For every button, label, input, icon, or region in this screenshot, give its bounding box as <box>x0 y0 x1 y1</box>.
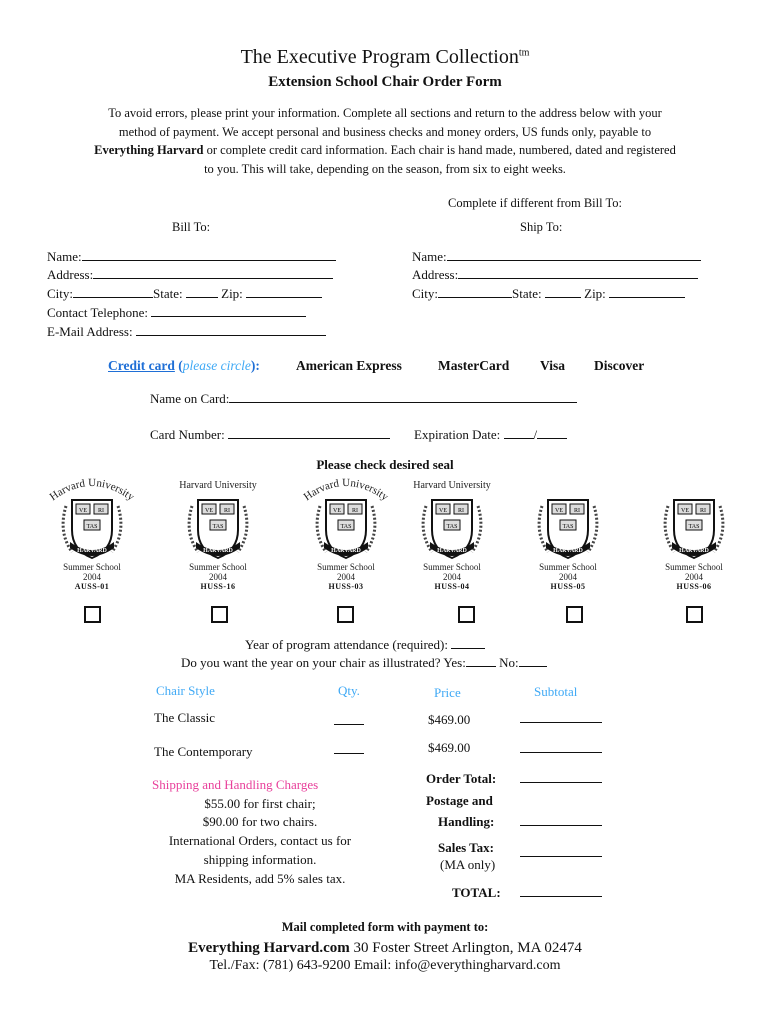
svg-text:2004: 2004 <box>685 572 703 582</box>
seal-option <box>298 472 394 602</box>
svg-text:VE: VE <box>681 508 689 514</box>
svg-text:TAS: TAS <box>86 524 98 530</box>
mail-note: Mail completed form with payment to: <box>281 920 489 934</box>
order-total-label: Order Total: <box>426 771 497 786</box>
seal-code: HUSS-05 <box>550 582 586 591</box>
postage-label-2: Handling: <box>438 814 495 829</box>
col-qty: Qty. <box>338 683 360 698</box>
svg-text:VE: VE <box>205 508 213 514</box>
credit-card-label: Credit card (please circle): <box>108 358 260 373</box>
seal-option <box>44 472 140 602</box>
expiration-field[interactable]: Expiration Date: / <box>414 426 567 443</box>
shipping-line-2: $90.00 for two chairs. <box>202 814 318 829</box>
row-contemporary-style: The Contemporary <box>154 744 253 759</box>
trademark: tm <box>518 47 530 59</box>
svg-text:2004: 2004 <box>559 572 577 582</box>
row-contemporary-qty-line[interactable] <box>334 753 364 754</box>
harvard-seal-icon <box>44 472 140 582</box>
harvard-seal-icon <box>520 472 616 582</box>
harvard-seal-icon <box>646 472 742 582</box>
svg-text:VE: VE <box>555 508 563 514</box>
svg-text:TAS: TAS <box>212 524 224 530</box>
postage-line[interactable] <box>520 825 602 826</box>
sales-tax-label: Sales Tax: <box>438 840 494 855</box>
svg-text:TAS: TAS <box>688 524 700 530</box>
svg-text:HARVARD: HARVARD <box>553 548 583 554</box>
name-on-card-field[interactable]: Name on Card: <box>150 390 577 407</box>
svg-text:VE: VE <box>79 508 87 514</box>
svg-text:TAS: TAS <box>446 524 458 530</box>
seal-checkbox[interactable] <box>84 606 101 623</box>
total-label: TOTAL: <box>452 885 501 900</box>
col-subtotal: Subtotal <box>534 684 578 699</box>
svg-text:RI: RI <box>700 508 706 514</box>
sales-tax-line[interactable] <box>520 856 602 857</box>
row-classic-style: The Classic <box>154 710 216 725</box>
seal-code: HUSS-03 <box>328 582 364 591</box>
svg-text:HARVARD: HARVARD <box>679 548 709 554</box>
bill-address-field[interactable]: Address: <box>47 266 333 283</box>
svg-text:VE: VE <box>333 508 341 514</box>
shipping-line-3: International Orders, contact us for <box>168 833 352 848</box>
row-contemporary-subtotal-line[interactable] <box>520 752 602 753</box>
shipping-line-5: MA Residents, add 5% sales tax. <box>174 871 346 886</box>
ship-address-field[interactable]: Address: <box>412 266 698 283</box>
bill-city-field[interactable]: City: State: Zip: <box>47 285 322 302</box>
year-on-chair-question[interactable]: Do you want the year on your chair as illustrated? Yes: No: <box>181 654 547 671</box>
ship-to-label: Ship To: <box>520 220 563 234</box>
svg-text:Harvard University: Harvard University <box>413 480 491 491</box>
svg-text:RI: RI <box>224 508 230 514</box>
svg-text:Summer School: Summer School <box>317 562 375 572</box>
svg-text:Summer School: Summer School <box>189 562 247 572</box>
bill-name-field[interactable]: Name: <box>47 248 336 265</box>
year-attendance-field[interactable]: Year of program attendance (required): <box>245 636 485 653</box>
intro-paragraph: To avoid errors, please print your information. Complete all sections and return to the address below with your method of payment. We accept personal and business checks and money orders, US funds only, payable to Everything Harvard or complete credit card information. Each chair is hand made, numbered, dated and registered to you. This will take, depending on the season, from six to eight weeks. <box>94 106 676 176</box>
footer-contact: Tel./Fax: (781) 643-9200 Email: info@everythingharvard.com <box>209 958 561 973</box>
shipping-line-1: $55.00 for first chair; <box>204 796 316 811</box>
svg-text:TAS: TAS <box>340 524 352 530</box>
harvard-seal-icon <box>170 472 266 582</box>
svg-text:HARVARD: HARVARD <box>77 548 107 554</box>
seal-option <box>646 472 742 602</box>
bill-email-field[interactable]: E-Mail Address: <box>47 323 326 340</box>
svg-text:RI: RI <box>458 508 464 514</box>
svg-text:2004: 2004 <box>209 572 227 582</box>
shipping-heading: Shipping and Handling Charges <box>152 777 319 792</box>
svg-text:2004: 2004 <box>83 572 101 582</box>
svg-text:2004: 2004 <box>337 572 355 582</box>
form-subtitle: Extension School Chair Order Form <box>268 74 502 90</box>
row-classic-price: $469.00 <box>428 712 471 727</box>
seal-code: HUSS-04 <box>434 582 470 591</box>
card-option-amex[interactable]: American Express <box>296 358 402 373</box>
svg-text:HARVARD: HARVARD <box>437 548 467 554</box>
svg-text:HARVARD: HARVARD <box>203 548 233 554</box>
col-chair-style: Chair Style <box>156 683 215 698</box>
card-number-field[interactable]: Card Number: <box>150 426 390 443</box>
harvard-seal-icon <box>298 472 394 582</box>
seal-code: HUSS-06 <box>676 582 712 591</box>
svg-text:Summer School: Summer School <box>539 562 597 572</box>
svg-text:RI: RI <box>98 508 104 514</box>
seal-checkbox[interactable] <box>686 606 703 623</box>
card-option-mastercard[interactable]: MasterCard <box>438 358 510 373</box>
card-option-visa[interactable]: Visa <box>540 358 566 373</box>
svg-text:Harvard University: Harvard University <box>47 476 137 504</box>
ma-only-label: (MA only) <box>440 857 496 872</box>
card-option-discover[interactable]: Discover <box>594 358 645 373</box>
seal-code: HUSS-16 <box>200 582 236 591</box>
shipping-line-4: shipping information. <box>203 852 317 867</box>
svg-text:TAS: TAS <box>562 524 574 530</box>
seal-option <box>404 472 500 602</box>
seal-option <box>520 472 616 602</box>
svg-text:Summer School: Summer School <box>63 562 121 572</box>
svg-text:2004: 2004 <box>443 572 461 582</box>
svg-text:Harvard University: Harvard University <box>301 476 391 504</box>
svg-text:VE: VE <box>439 508 447 514</box>
svg-text:RI: RI <box>574 508 580 514</box>
svg-text:Harvard University: Harvard University <box>179 480 257 491</box>
col-price: Price <box>434 685 461 700</box>
bill-to-label: Bill To: <box>172 220 211 234</box>
svg-text:RI: RI <box>352 508 358 514</box>
seal-checkbox[interactable] <box>458 606 475 623</box>
harvard-seal-icon <box>404 472 500 582</box>
total-line[interactable] <box>520 896 602 897</box>
row-classic-subtotal-line[interactable] <box>520 722 602 723</box>
row-contemporary-price: $469.00 <box>428 740 471 755</box>
seal-code: AUSS-01 <box>74 582 110 591</box>
form-title: The Executive Program Collection$^{tm}$ <box>240 46 530 68</box>
ship-city-field[interactable]: City: State: Zip: <box>412 285 685 302</box>
postage-label-1: Postage and <box>426 793 493 808</box>
row-classic-qty-line[interactable] <box>334 724 364 725</box>
bill-telephone-field[interactable]: Contact Telephone: <box>47 304 306 321</box>
ship-name-field[interactable]: Name: <box>412 248 701 265</box>
svg-text:Summer School: Summer School <box>665 562 723 572</box>
seal-option <box>170 472 266 602</box>
seal-checkbox[interactable] <box>211 606 228 623</box>
order-total-line[interactable] <box>520 782 602 783</box>
seal-heading: Please check desired seal <box>316 457 454 472</box>
seal-checkbox[interactable] <box>337 606 354 623</box>
svg-text:Summer School: Summer School <box>423 562 481 572</box>
footer-address: Everything Harvard.com 30 Foster Street Arlington, MA 02474 <box>188 940 582 956</box>
ship-different-note: Complete if different from Bill To: <box>448 196 622 210</box>
svg-text:HARVARD: HARVARD <box>331 548 361 554</box>
seal-checkbox[interactable] <box>566 606 583 623</box>
